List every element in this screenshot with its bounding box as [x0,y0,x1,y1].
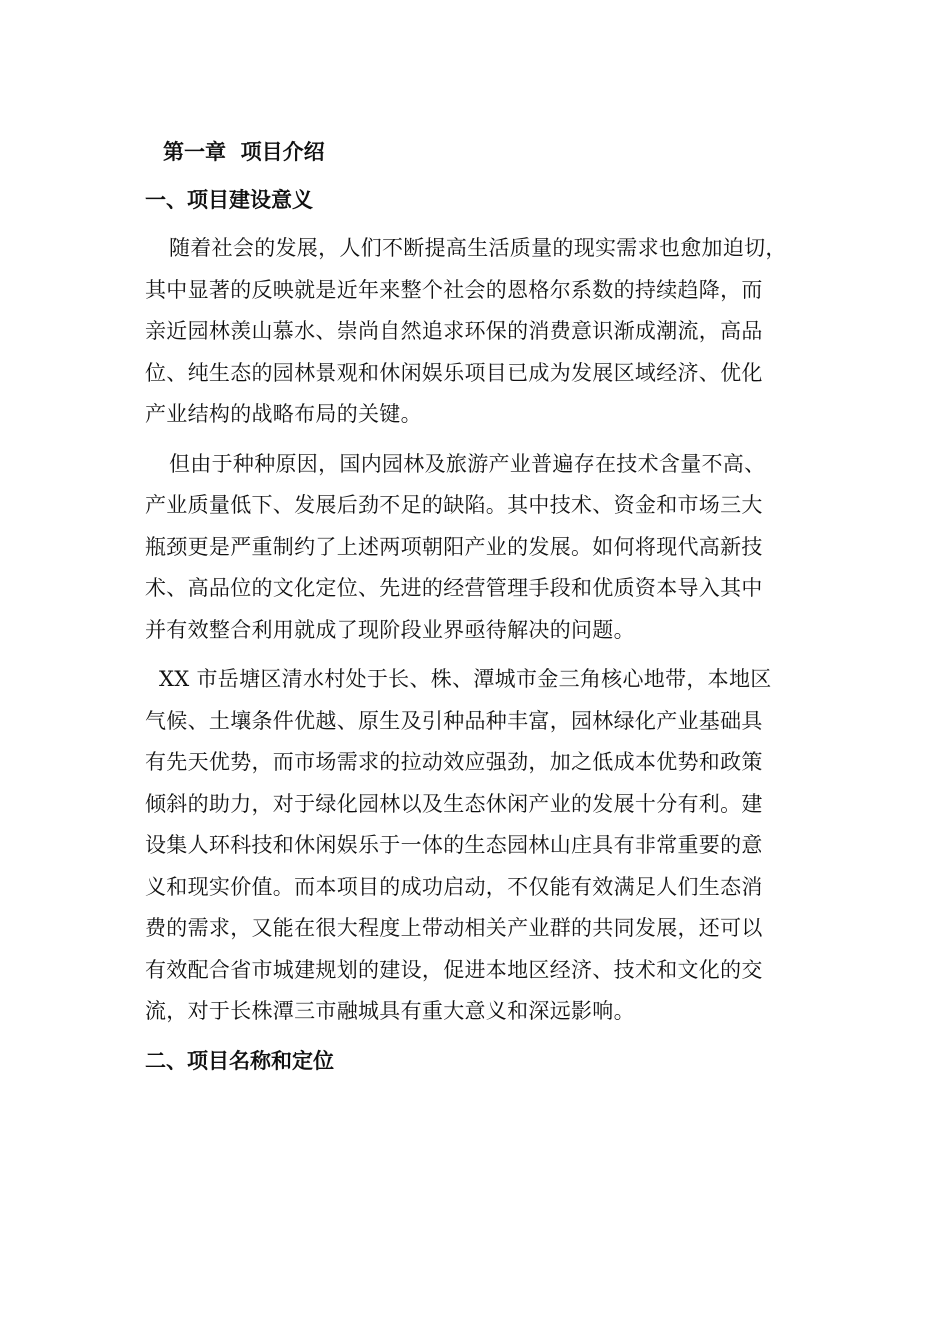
paragraph-line: 费的需求，又能在很大程度上带动相关产业群的共同发展，还可以 [145,916,763,940]
paragraph-line: 有先天优势，而市场需求的拉动效应强劲，加之低成本优势和政策 [145,750,763,774]
paragraph-line: 流，对于长株潭三市融城具有重大意义和深远影响。 [145,999,635,1023]
paragraph-line: 并有效整合利用就成了现阶段业界亟待解决的问题。 [145,617,635,642]
paragraph-line: 产业质量低下、发展后劲不足的缺陷。其中技术、资金和市场三大 [145,493,763,517]
section-heading-project-significance: 一、项目建设意义 [145,188,313,212]
paragraph-line: 随着社会的发展，人们不断提高生活质量的现实需求也愈加迫切， [169,236,787,260]
paragraph-line: 其中显著的反映就是近年来整个社会的恩格尔系数的持续趋降，而 [145,277,763,302]
paragraph-line: 术、高品位的文化定位、先进的经营管理手段和优质资本导入其中 [145,576,763,600]
paragraph-line: XX 市岳塘区清水村处于长、株、潭城市金三角核心地带，本地区 [159,667,772,691]
paragraph-line: 产业结构的战略布局的关键。 [145,402,422,426]
document-body [145,132,825,1089]
paragraph-line: 有效配合省市城建规划的建设，促进本地区经济、技术和文化的交 [145,957,763,982]
paragraph-line: 倾斜的助力，对于绿化园林以及生态休闲产业的发展十分有利。建 [145,791,763,816]
paragraph-line: 亲近园林羡山慕水、崇尚自然追求环保的消费意识渐成潮流，高品 [145,319,763,343]
paragraph-line: 但由于种种原因，国内园林及旅游产业普遍存在技术含量不高、 [169,451,766,476]
paragraph-line: 瓶颈更是严重制约了上述两项朝阳产业的发展。如何将现代高新技 [145,534,763,559]
paragraph-1 [145,228,825,436]
paragraph-3 [145,659,825,1033]
paragraph-line: 义和现实价值。而本项目的成功启动，不仅能有效满足人们生态消 [145,874,763,899]
paragraph-line: 气候、土壤条件优越、原生及引种品种丰富，园林绿化产业基础具 [145,708,763,733]
paragraph-line: 位、纯生态的园林景观和休闲娱乐项目已成为发展区域经济、优化 [145,360,763,385]
paragraph-2 [145,444,825,652]
chapter-title: 第一章 项目介绍 [163,140,325,164]
section-heading-project-name-positioning: 二、项目名称和定位 [145,1048,334,1073]
paragraph-line: 设集人环科技和休闲娱乐于一体的生态园林山庄具有非常重要的意 [145,833,763,857]
